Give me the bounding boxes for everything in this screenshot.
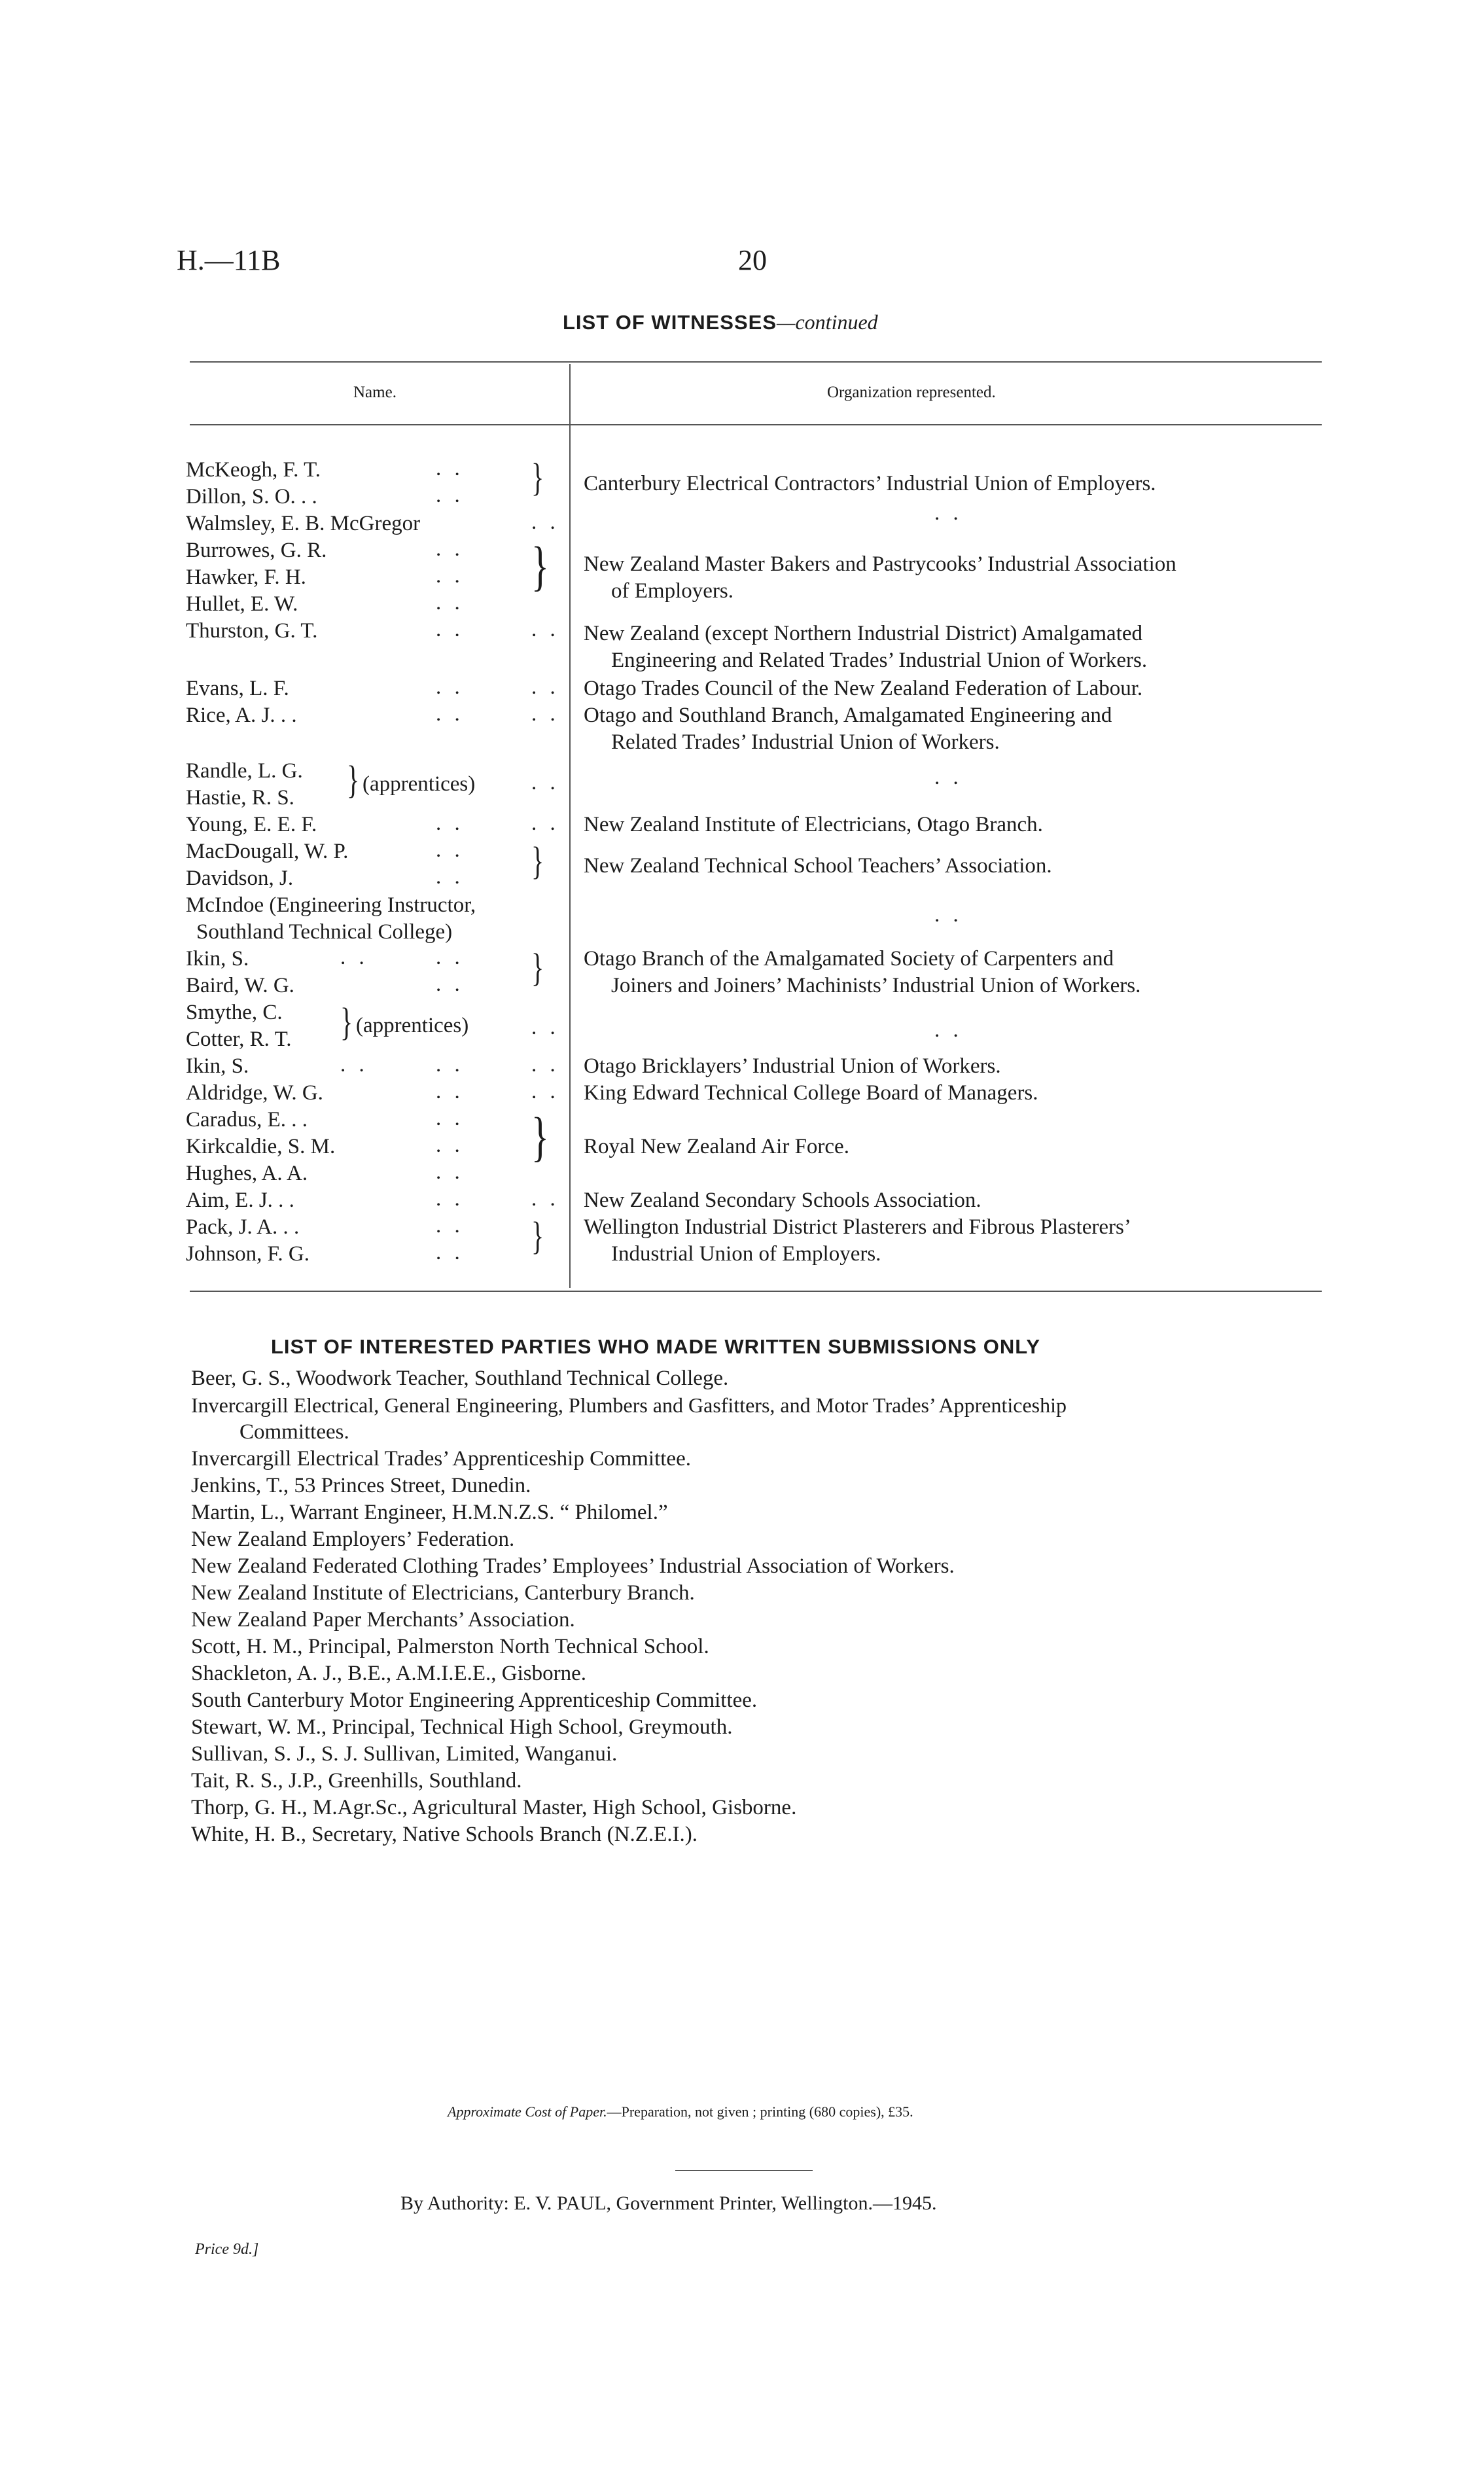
leader-dot: . . [436,1134,464,1157]
leader-dot: . . [436,564,464,588]
leader-dot: . . [436,1053,464,1077]
witness-name: Dillon, S. O. . . [186,485,317,509]
submission-entry: Committees. [239,1420,349,1444]
witness-name: Ikin, S. [186,947,249,971]
brace-icon: } [531,455,544,499]
witness-name: Hughes, A. A. [186,1162,308,1185]
submissions-title: LIST OF INTERESTED PARTIES WHO MADE WRITTEN SUBMISSIONS ONLY [271,1335,1041,1358]
witness-name: Thurston, G. T. [186,619,318,643]
brace-icon: } [347,757,360,802]
organization-line: Otago and Southland Branch, Amalgamated Engineering and [584,704,1112,727]
organization-entry [584,1053,1001,1080]
organization-line: New Zealand (except Northern Industrial District) Amalgamated [584,622,1143,645]
leader-dot: . . [436,1080,464,1103]
leader-dot: . . [531,812,559,835]
leader-dot: . . [436,865,464,889]
organization-entry [584,620,1147,674]
column-divider [569,364,571,1288]
organization-line: Otago Bricklayers’ Industrial Union of Workers. [584,1054,1001,1078]
submission-entry: Scott, H. M., Principal, Palmerston North Technical School. [191,1635,709,1658]
submission-entry: Martin, L., Warrant Engineer, H.M.N.Z.S. “ Philomel.” [191,1501,668,1524]
leader-dot: . . [436,812,464,835]
table-bottom-rule [190,1291,1322,1292]
leader-dot: . . [436,537,464,561]
witness-name: Randle, L. G. [186,759,303,783]
witness-name: Burrowes, G. R. [186,539,327,562]
brace-icon: } [531,838,544,883]
witness-name: Hawker, F. H. [186,565,306,589]
witness-name: Cotter, R. T. [186,1028,292,1051]
organization-line: Otago Trades Council of the New Zealand Federation of Labour. [584,677,1143,700]
submission-entry: White, H. B., Secretary, Native Schools Branch (N.Z.E.I.). [191,1823,698,1846]
witness-name: Hastie, R. S. [186,786,294,810]
organization-line: Joiners and Joiners’ Machinists’ Industrial Union of Workers. [611,974,1141,997]
leader-dot: . . [531,1080,559,1103]
authority-line: By Authority: E. V. PAUL, Government Printer, Wellington.—1945. [400,2192,937,2214]
organization-line: New Zealand Institute of Electricians, Otago Branch. [584,813,1043,836]
empty-org-dots: . . [934,501,963,525]
witness-name: McKeogh, F. T. [186,458,321,482]
list-title [563,310,878,334]
submission-entry: Beer, G. S., Woodwork Teacher, Southland Technical College. [191,1367,729,1390]
organization-entry [584,1187,981,1214]
submission-entry: Jenkins, T., 53 Princes Street, Dunedin. [191,1474,531,1497]
organization-entry [584,1080,1038,1107]
witness-name: Smythe, C. [186,1001,283,1024]
organization-line: New Zealand Secondary Schools Association. [584,1188,981,1212]
brace-icon: } [531,1107,549,1168]
organization-line: of Employers. [611,579,733,603]
cost-note-text: —Preparation, not given ; printing (680 copies), £35. [607,2103,913,2120]
leader-dot: . . [531,702,559,726]
table-top-rule [190,361,1322,363]
submission-entry: Thorp, G. H., M.Agr.Sc., Agricultural Master, High School, Gisborne. [191,1796,797,1819]
leader-dot: . . [436,591,464,615]
organization-line: Wellington Industrial District Plasterers and Fibrous Plasterers’ [584,1215,1131,1239]
witness-name: Kirkcaldie, S. M. [186,1135,336,1158]
column-header-name: Name. [353,384,397,401]
witness-name: Davidson, J. [186,867,294,890]
witness-name: Aim, E. J. . . [186,1188,294,1212]
leader-dot: . . [436,484,464,507]
page-number: 20 [738,244,767,276]
witness-name: MacDougall, W. P. [186,840,349,863]
organization-line: Industrial Union of Employers. [611,1242,881,1266]
organization-line: Engineering and Related Trades’ Industrial Union of Workers. [611,649,1148,672]
organization-entry [584,1134,849,1160]
leader-dot: . . [531,510,559,534]
column-header-organization: Organization represented. [827,384,996,401]
leader-dot: . . [436,973,464,996]
witness-name: Aldridge, W. G. [186,1081,323,1105]
submission-entry: New Zealand Employers’ Federation. [191,1528,515,1551]
leader-dot: . . [436,838,464,862]
apprentices-label: (apprentices) [356,1014,469,1037]
leader-dot: . . [436,1214,464,1238]
organization-line: New Zealand Technical School Teachers’ Association. [584,854,1052,878]
submission-entry: New Zealand Paper Merchants’ Association. [191,1608,575,1632]
submission-entry: Shackleton, A. J., B.E., A.M.I.E.E., Gisborne. [191,1662,587,1685]
submission-entry: South Canterbury Motor Engineering Apprenticeship Committee. [191,1689,758,1712]
witness-name: Evans, L. F. [186,677,289,700]
submission-entry: Tait, R. S., J.P., Greenhills, Southland. [191,1769,522,1793]
leader-dot: . . [436,457,464,480]
leader-dot: . . [436,1160,464,1184]
organization-line: Related Trades’ Industrial Union of Workers. [611,730,1000,754]
leader-dot: . . [436,1187,464,1211]
organization-entry [584,702,1112,756]
leader-dot: . . [436,618,464,641]
organization-entry [584,471,1156,497]
brace-icon: } [531,536,549,598]
leader-dot: . . [436,702,464,726]
list-title-main: LIST OF WITNESSES [563,311,777,334]
leader-dot: . . [531,771,559,795]
organization-entry [584,1214,1131,1268]
price: Price 9d.] [195,2241,259,2258]
footer-rule [675,2170,813,2171]
list-title-suffix: —continued [777,310,878,334]
witness-name: Pack, J. A. . . [186,1215,300,1239]
organization-line: King Edward Technical College Board of Managers. [584,1081,1038,1105]
submission-entry: Invercargill Electrical Trades’ Apprenticeship Committee. [191,1447,691,1471]
witness-name: McIndoe (Engineering Instructor, [186,893,476,917]
organization-entry [584,812,1043,838]
empty-org-dots: . . [934,766,963,789]
organization-entry [584,946,1140,999]
leader-dot: . . [531,618,559,641]
brace-icon: } [531,1213,544,1258]
document-code: H.—11B [177,244,281,276]
submission-entry: New Zealand Institute of Electricians, Canterbury Branch. [191,1581,695,1605]
organization-line: Royal New Zealand Air Force. [584,1135,849,1158]
submission-entry: Sullivan, S. J., S. J. Sullivan, Limited, Wanganui. [191,1742,618,1766]
organization-entry [584,675,1142,702]
submission-entry: New Zealand Federated Clothing Trades’ Employees’ Industrial Association of Workers. [191,1554,955,1578]
leader-dot: . . [436,1241,464,1264]
organization-line: New Zealand Master Bakers and Pastrycooks’ Industrial Association [584,552,1176,576]
empty-org-dots: . . [934,1018,963,1042]
witness-name: Southland Technical College) [196,920,453,944]
leader-dot: . . [436,675,464,699]
submission-entry: Stewart, W. M., Principal, Technical High School, Greymouth. [191,1715,733,1739]
witness-name: Caradus, E. . . [186,1108,308,1132]
witness-name: Johnson, F. G. [186,1242,309,1266]
leader-dot: . . [531,675,559,699]
organization-line: Canterbury Electrical Contractors’ Industrial Union of Employers. [584,472,1156,495]
leader-dot: . . [531,1053,559,1077]
empty-org-dots: . . [934,903,963,927]
cost-note-label: Approximate Cost of Paper. [448,2103,607,2120]
brace-icon: } [340,999,353,1044]
leader-dot: . . [531,1187,559,1211]
witness-name: Ikin, S. [186,1054,249,1078]
leader-dot: . . [340,1053,368,1077]
cost-note [448,2103,913,2120]
header-bottom-rule [190,424,1322,425]
organization-line: Otago Branch of the Amalgamated Society of Carpenters and [584,947,1114,971]
leader-dot: . . [436,946,464,969]
leader-dot: . . [531,1016,559,1039]
witness-name: Walmsley, E. B. McGregor [186,512,421,535]
brace-icon: } [531,945,544,990]
witness-name: Young, E. E. F. [186,813,317,836]
witness-name: Hullet, E. W. [186,592,298,616]
leader-dot: . . [340,946,368,969]
apprentices-label: (apprentices) [362,772,476,796]
organization-entry [584,551,1176,605]
witness-name: Rice, A. J. . . [186,704,297,727]
leader-dot: . . [436,1107,464,1130]
organization-entry [584,853,1052,880]
witness-name: Baird, W. G. [186,974,294,997]
submission-entry: Invercargill Electrical, General Engineering, Plumbers and Gasfitters, and Motor Trades’ Apprenticeship [191,1393,1067,1417]
